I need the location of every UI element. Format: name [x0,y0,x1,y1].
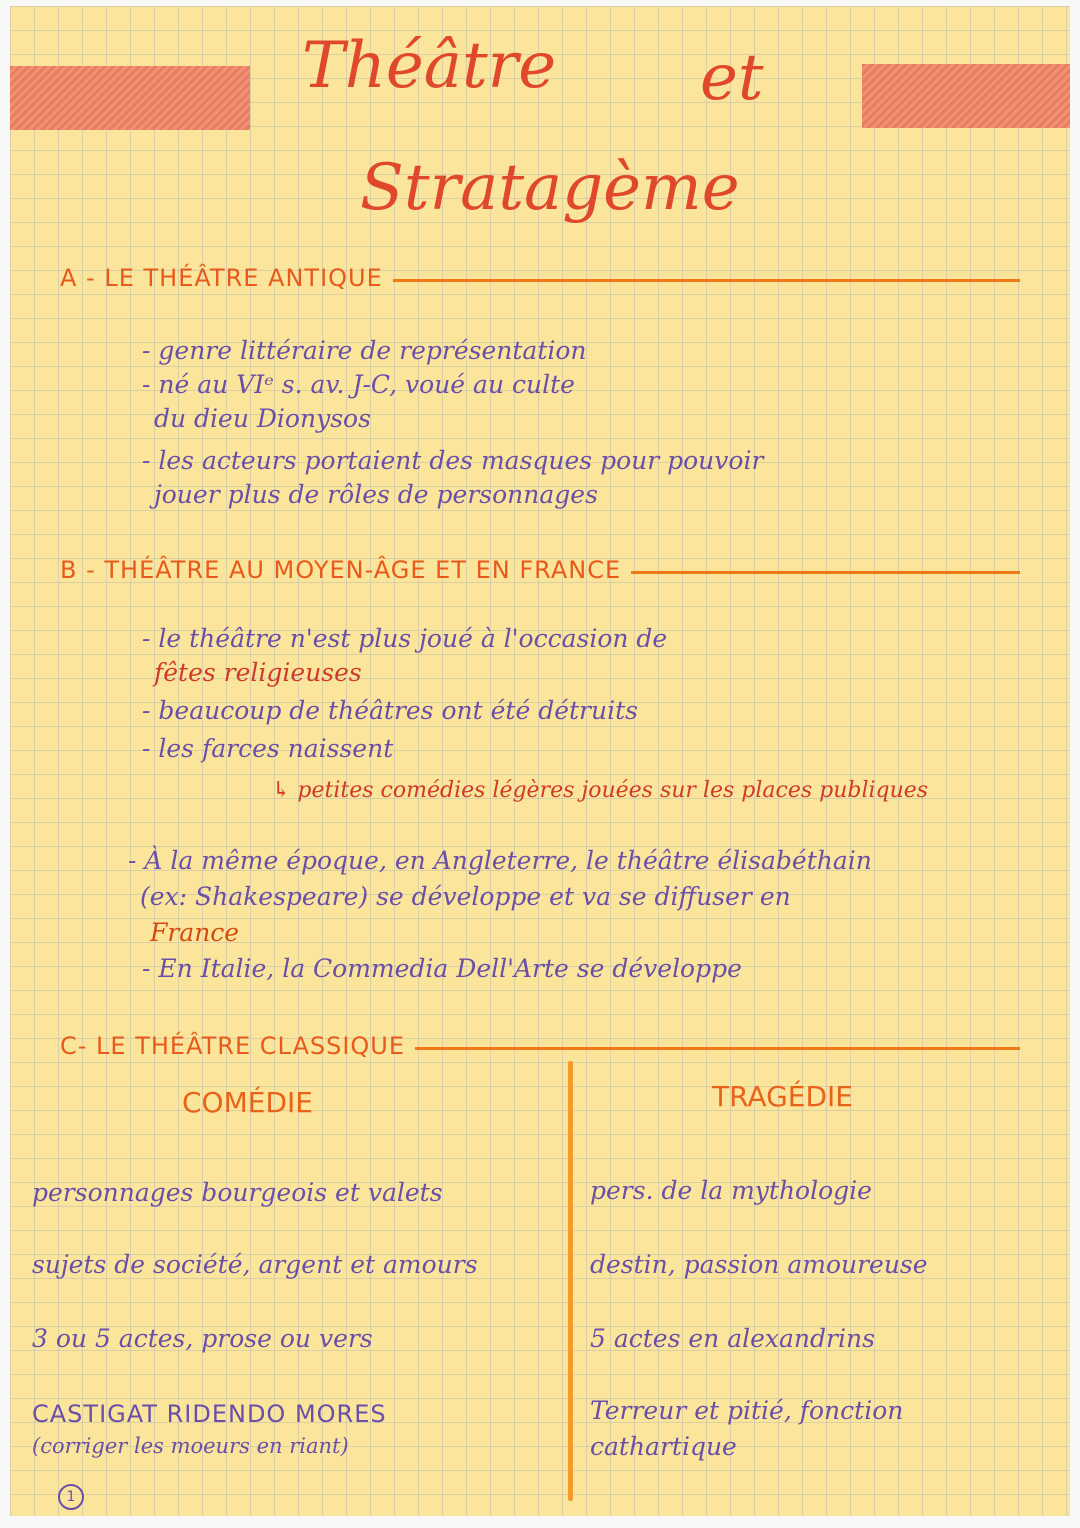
tragedie-title: TRAGÉDIE [712,1080,853,1113]
page-title-line1: Théâtre [302,29,557,103]
section-a-rule [393,279,1020,282]
section-b-line: - En Italie, la Commedia Dell'Arte se développe [142,954,742,983]
section-b-line: (ex: Shakespeare) se développe et va se diffuser en [140,882,791,911]
section-a-line: - les acteurs portaient des masques pour pouvoir [142,446,764,475]
section-a-line: du dieu Dionysos [154,404,371,433]
comedie-row: personnages bourgeois et valets [32,1178,443,1207]
section-a-line: - genre littéraire de représentation [142,336,587,365]
comedie-latin-maxim: CASTIGAT RIDENDO MORES [32,1400,387,1428]
tragedie-row: destin, passion amoureuse [590,1250,928,1279]
section-b-line: fêtes religieuses [154,658,362,687]
section-b-heading [60,556,1020,584]
section-b-line: ↳ petites comédies légères jouées sur les places publiques [272,778,929,803]
page-number: 1 [58,1484,84,1510]
section-a-line: jouer plus de rôles de personnages [154,480,598,509]
page-title-line3: Stratagème [360,151,740,225]
section-b-line: - le théâtre n'est plus joué à l'occasion de [142,624,668,653]
section-a-line: - né au VIᵉ s. av. J-C, voué au culte [142,370,575,399]
section-a-heading-text: A - LE THÉÂTRE ANTIQUE [60,264,383,292]
comedie-title: COMÉDIE [182,1086,313,1119]
section-c-rule [415,1047,1020,1050]
title-hatch-left [10,66,250,130]
page-title-line2: et [700,41,764,115]
comedie-row: 3 ou 5 actes, prose ou vers [32,1324,373,1353]
section-c-heading-text: C- LE THÉÂTRE CLASSIQUE [60,1032,406,1060]
section-b-line: - les farces naissent [142,734,394,763]
tragedie-row: cathartique [590,1432,737,1461]
section-b-line: France [150,918,240,947]
tragedie-row: Terreur et pitié, fonction [590,1396,904,1425]
column-divider [568,1061,573,1501]
tragedie-row: pers. de la mythologie [590,1176,872,1205]
section-b-line: - À la même époque, en Angleterre, le théâtre élisabéthain [128,846,872,875]
section-b-heading-text: B - THÉÂTRE AU MOYEN-ÂGE ET EN FRANCE [60,556,622,584]
tragedie-row: 5 actes en alexandrins [590,1324,875,1353]
section-a-heading [60,264,1020,292]
section-c-heading [60,1032,1020,1060]
title-hatch-right [862,64,1070,128]
comedie-row: (corriger les moeurs en riant) [32,1434,349,1458]
notebook-page [10,6,1070,1516]
comedie-row: sujets de société, argent et amours [32,1250,478,1279]
section-b-line: - beaucoup de théâtres ont été détruits [142,696,638,725]
section-b-rule [631,571,1020,574]
